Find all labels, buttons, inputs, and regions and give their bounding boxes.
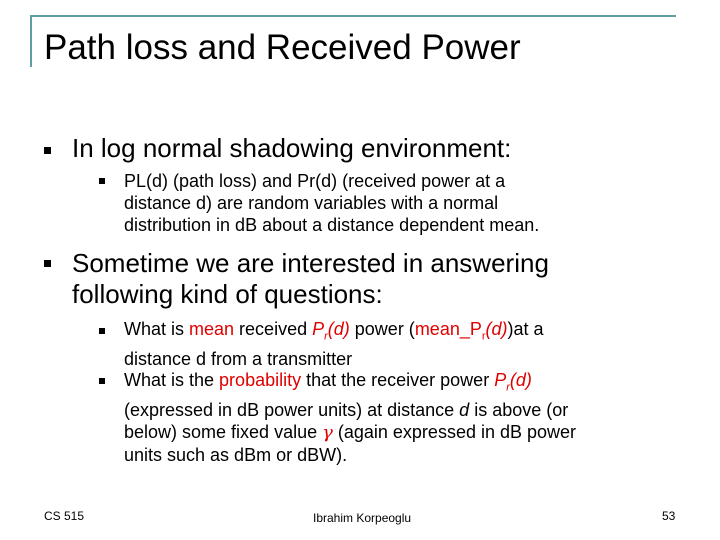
highlight-probability: probability [219, 370, 302, 390]
symbol-d: d [459, 399, 470, 420]
bullet-marker [44, 147, 51, 154]
sub-bullet-1-1-line2: distance d) are random variables with a normal [124, 193, 499, 213]
highlight-mean-Pr: mean_P [414, 319, 482, 339]
bullet-2-line1: Sometime we are interested in answering [72, 248, 549, 278]
text-span: (again expressed in dB power [332, 421, 577, 442]
symbol-P: P [312, 319, 325, 339]
sub-bullet-2-2-line2 [124, 399, 576, 421]
text-span: that the receiver power [301, 370, 495, 390]
sub-bullet-marker [99, 378, 105, 384]
title-frame-top [30, 15, 676, 17]
sub-bullet-1-1-line1: PL(d) (path loss) and Pr(d) (received power at a [124, 171, 506, 191]
slide-title: Path loss and Received Power [44, 28, 521, 67]
text-span: What is the [124, 370, 220, 390]
subscript-r: r [324, 330, 328, 343]
sub-bullet-1-1-line3: distribution in dB about a distance dependent mean. [124, 215, 540, 235]
sub-bullet-marker [99, 178, 105, 184]
sub-bullet-2-2-line3 [124, 421, 576, 444]
symbol-d: (d) [327, 319, 350, 339]
text-span: below) some fixed value [124, 421, 323, 442]
bullet-1-text: In log normal shadowing environment: [72, 133, 512, 163]
sub-bullet-2-1-line1 [124, 318, 544, 348]
text-span: received [234, 319, 313, 339]
footer-course: CS 515 [44, 509, 85, 523]
sub-bullet-2-2-line4: units such as dBm or dBW). [124, 444, 348, 465]
symbol-P: P [494, 370, 507, 390]
sub-bullet-2-1-line2: distance d from a transmitter [124, 348, 353, 369]
sub-bullet-2-2-line1 [124, 369, 576, 399]
sub-bullet-marker [99, 328, 105, 334]
bullet-2-line2: following kind of questions: [72, 279, 383, 309]
footer-page-number: 53 [662, 509, 676, 523]
title-frame-left [30, 15, 32, 67]
text-span: )at a [507, 319, 544, 339]
text-span: (expressed in dB power units) at distance [124, 399, 460, 420]
footer-author: Ibrahim Korpeoglu [313, 511, 412, 525]
bullet-marker [44, 260, 51, 267]
text-span: What is [124, 319, 190, 339]
text-span: is above (or [469, 399, 569, 420]
sub-bullet-1-1 [124, 170, 539, 236]
highlight-mean: mean [189, 319, 235, 339]
sub-bullet-2-1 [124, 318, 544, 370]
sub-bullet-2-2 [124, 369, 576, 466]
symbol-d: (d) [509, 370, 532, 390]
symbol-d: (d) [485, 319, 508, 339]
text-span: power ( [349, 319, 415, 339]
subscript-r: r [506, 381, 510, 394]
subscript-r: r [481, 330, 486, 343]
bullet-2-text [72, 248, 549, 310]
gamma-symbol: γ [322, 421, 333, 443]
